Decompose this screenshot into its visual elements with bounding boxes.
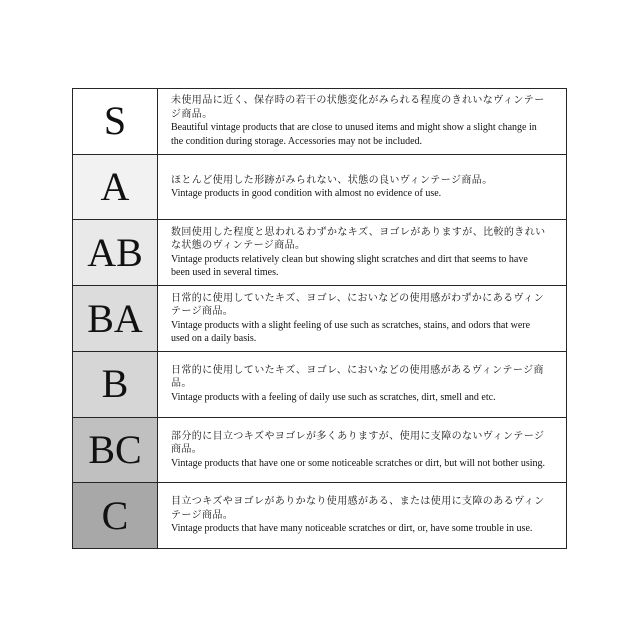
condition-grade-table [72, 88, 567, 549]
grade-description-english: Vintage products that have many noticeable scratches or dirt, or, have some trouble in use. [171, 523, 533, 535]
grade-table-row [73, 286, 566, 352]
grade-description [158, 155, 566, 220]
grade-label: BA [73, 286, 158, 351]
grade-description-english: Beautiful vintage products that are close to unused items and might show a slight change in the condition during storage. Accessories may not be included. [171, 122, 537, 147]
grade-description-japanese: 数回使用した程度と思われるわずかなキズ、ヨゴレがありますが、比較的きれいな状態のヴィンテージ商品。 [171, 226, 546, 252]
grade-table-row [73, 155, 566, 221]
grade-description [158, 220, 566, 285]
grade-description [158, 89, 566, 154]
grade-description [158, 418, 566, 483]
grade-table-row [73, 418, 566, 484]
grade-table-row [73, 89, 566, 155]
grade-description-english: Vintage products relatively clean but showing slight scratches and dirt that seems to have been used in several times. [171, 253, 528, 279]
grade-description [158, 286, 566, 351]
grade-description-japanese: 目立つキズやヨゴレがありかなり使用感がある、または使用に支障のあるヴィンテージ商品。 [171, 496, 545, 521]
grade-label: C [73, 483, 158, 548]
grade-description [158, 483, 566, 548]
grade-description-japanese: 未使用品に近く、保存時の若干の状態変化がみられる程度のきれいなヴィンテージ商品。 [171, 95, 545, 120]
grade-description-english: Vintage products that have one or some noticeable scratches or dirt, but will not bother using. [171, 457, 546, 469]
grade-description-english: Vintage products with a feeling of daily use such as scratches, dirt, smell and etc. [171, 391, 496, 403]
grade-description-japanese: 部分的に目立つキズやヨゴレが多くありますが、使用に支障のないヴィンテージ商品。 [171, 430, 545, 456]
grade-label: B [73, 352, 158, 417]
grade-table-row [73, 220, 566, 286]
grade-label: BC [73, 418, 158, 483]
grade-description-japanese: ほとんど使用した形跡がみられない、状態の良いヴィンテージ商品。 [171, 174, 493, 186]
grade-label: S [73, 89, 158, 154]
grade-label: AB [73, 220, 158, 285]
grade-description-japanese: 日常的に使用していたキズ、ヨゴレ、においなどの使用感がわずかにあるヴィンテージ商品。 [171, 292, 545, 318]
grade-table-row [73, 483, 566, 548]
grade-description-japanese: 日常的に使用していたキズ、ヨゴレ、においなどの使用感があるヴィンテージ商品。 [171, 364, 544, 390]
grade-label: A [73, 155, 158, 220]
grade-table-row [73, 352, 566, 418]
grade-description [158, 352, 566, 417]
grade-description-english: Vintage products with a slight feeling of use such as scratches, stains, and odors that were used on a daily basis. [171, 319, 531, 345]
grade-description-english: Vintage products in good condition with almost no evidence of use. [171, 188, 442, 200]
